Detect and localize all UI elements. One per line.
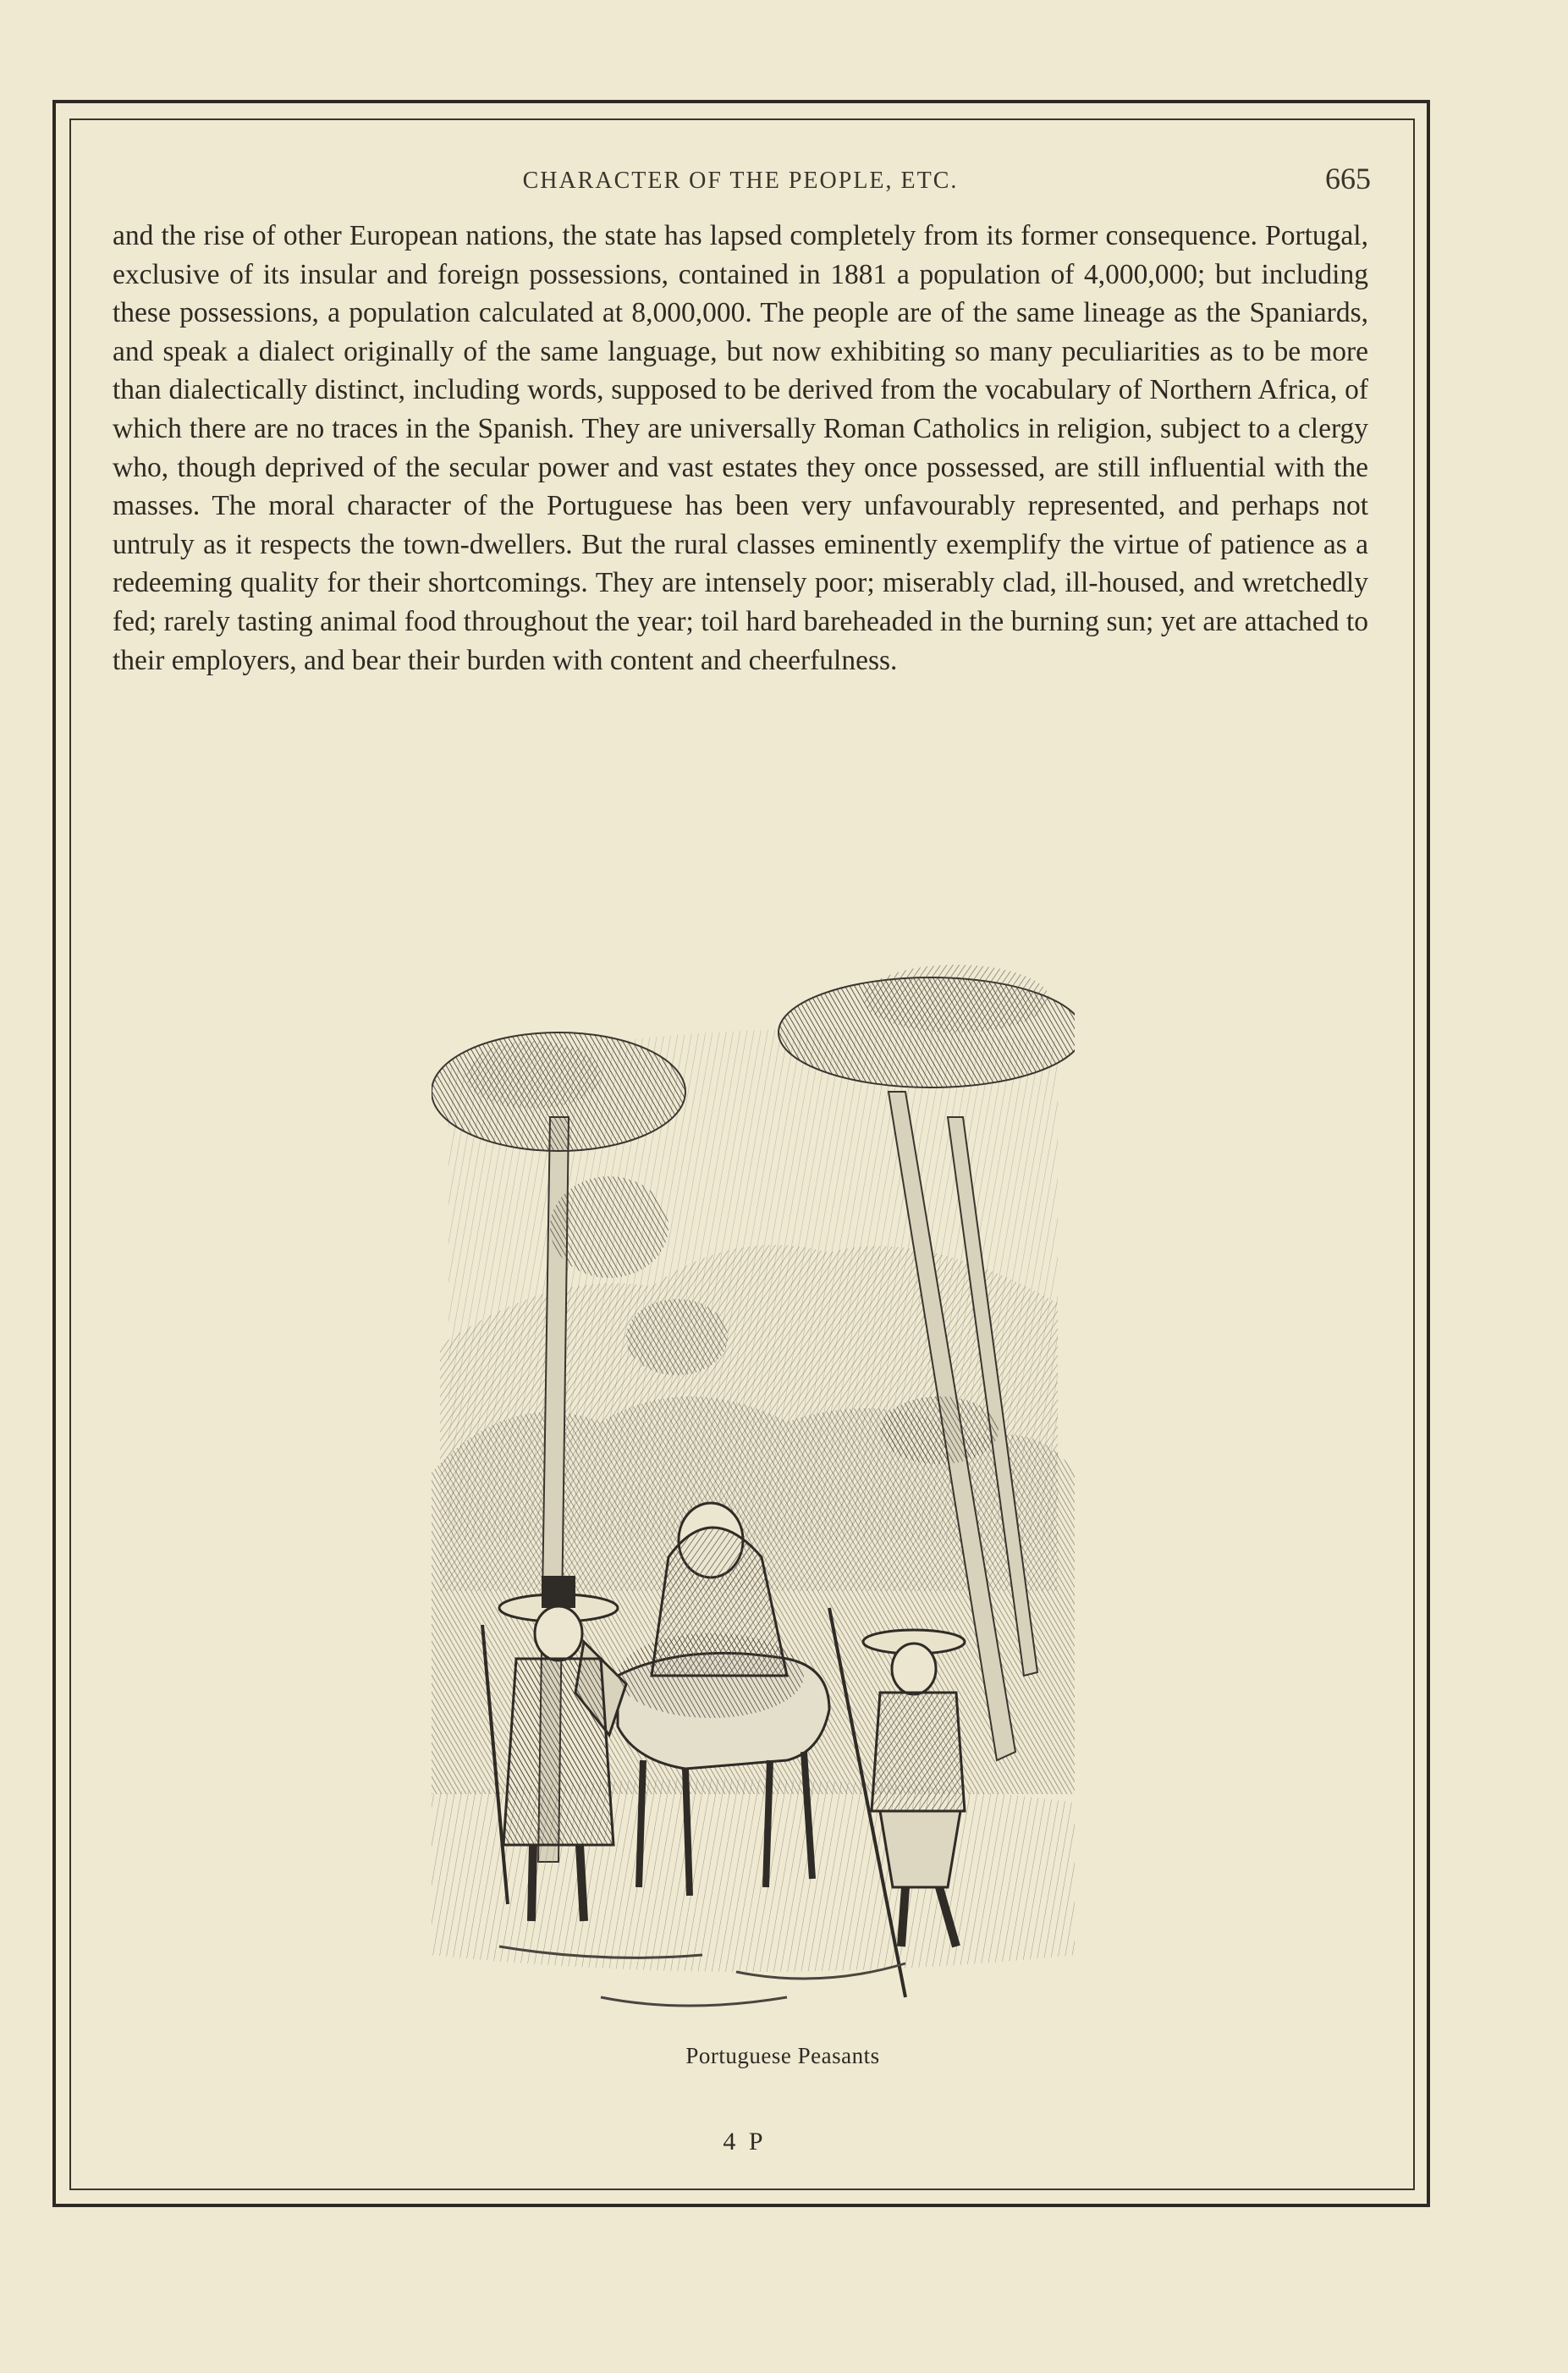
running-head bbox=[110, 161, 1371, 203]
figure-caption: Portuguese Peasants bbox=[685, 2043, 880, 2068]
small-tree-left bbox=[550, 1176, 668, 1278]
signature-mark: 4 P bbox=[723, 2128, 767, 2156]
body-paragraph: and the rise of other European nations, the state has lapsed completely from its former consequence. Portugal, exclusive of its insular and foreign possessions, contained in 1881 a population of 4,000,000; but including these possessions, a population calculated at 8,000,000. The people are of the same lineage as the Spaniards, and speak a dialect originally of the same language, but now exhibiting so many peculiarities as to be more than dialectically distinct, including words, supposed to be derived from the vocabulary of Northern Africa, of which there are no traces in the Spanish. They are universally Roman Catholics in religion, subject to a clergy who, though deprived of the secular power and vast estates they once possessed, are still influential with the masses. The moral character of the Portuguese has been very unfavourably represented, and perhaps not untruly as it respects the town-dwellers. But the rural classes eminently exemplify the virtue of patience as a redeeming quality for their shortcomings. They are intensely poor; miserably clad, ill-housed, and wretchedly fed; rarely tasting animal food throughout the year; toil hard bareheaded in the burning sun; yet are attached to their employers, and bear their burden with content and cheerfulness. bbox=[113, 220, 1368, 676]
page-number: 665 bbox=[1325, 162, 1371, 195]
small-tree-right bbox=[880, 1396, 999, 1464]
small-tree-mid bbox=[626, 1299, 728, 1375]
running-title: CHARACTER OF THE PEOPLE, ETC. bbox=[522, 168, 959, 194]
engraving-illustration bbox=[432, 948, 1075, 2040]
